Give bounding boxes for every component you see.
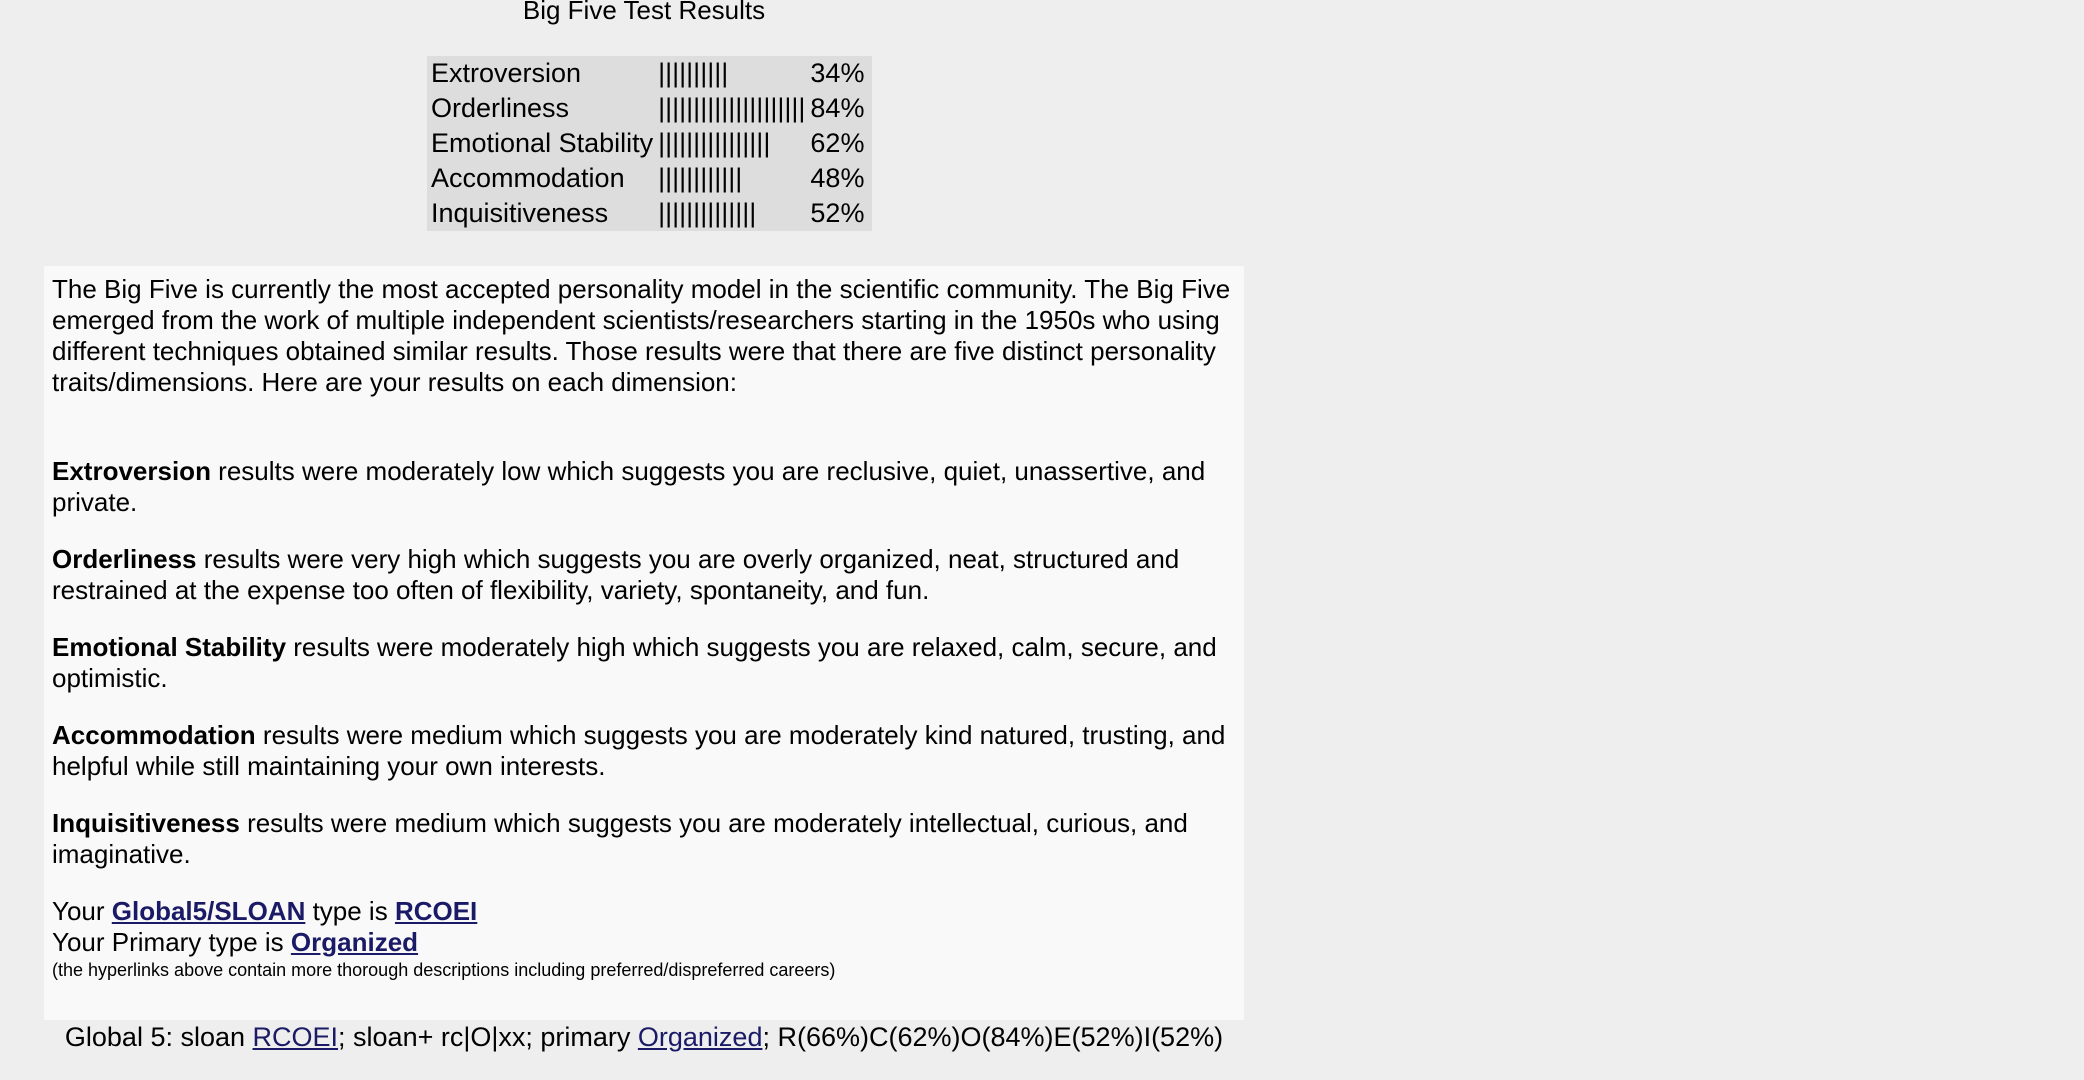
table-row <box>427 56 872 91</box>
trait-description-name: Emotional Stability <box>52 632 287 662</box>
trait-description-text: results were moderately low which suggests you are reclusive, quiet, unassertive, and private. <box>52 456 1206 517</box>
sloan-prefix: Your <box>52 896 112 926</box>
footer-mid: ; sloan+ rc|O|xx; primary <box>338 1022 638 1052</box>
trait-name: Extroversion <box>431 58 582 88</box>
trait-name: Orderliness <box>431 93 570 123</box>
trait-description-text: results were medium which suggests you are moderately kind natured, trusting, and helpful while still maintaining your own interests. <box>52 720 1226 781</box>
trait-percent: 48% <box>810 163 865 193</box>
trait-description-name: Extroversion <box>52 456 211 486</box>
description-panel <box>44 266 1244 1020</box>
trait-description-name: Orderliness <box>52 544 197 574</box>
trait-description <box>52 456 1236 518</box>
trait-percent: 84% <box>810 93 865 123</box>
trait-bar: |||||||||||||||| <box>658 128 771 158</box>
sloan-mid: type is <box>305 896 395 926</box>
footer-prefix: Global 5: sloan <box>64 1022 253 1052</box>
trait-percent: 52% <box>810 198 865 228</box>
trait-description <box>52 808 1236 870</box>
trait-bar: |||||||||| <box>658 58 729 88</box>
footer-primary-link[interactable]: Organized <box>637 1022 763 1052</box>
trait-description-text: results were very high which suggests you are overly organized, neat, structured and restrained at the expense too often of flexibility, variety, spontaneity, and fun. <box>52 544 1180 605</box>
trait-name: Inquisitiveness <box>431 198 609 228</box>
trait-description <box>52 632 1236 694</box>
trait-description-name: Inquisitiveness <box>52 808 240 838</box>
primary-prefix: Your Primary type is <box>52 927 291 957</box>
trait-description-text: results were medium which suggests you are moderately intellectual, curious, and imaginative. <box>52 808 1188 869</box>
table-row <box>427 91 872 126</box>
footer-summary <box>44 1020 1244 1054</box>
footer-suffix: ; R(66%)C(62%)O(84%)E(52%)I(52%) <box>762 1022 1224 1052</box>
trait-percent: 62% <box>810 128 865 158</box>
trait-bar: ||||||||||||||||||||| <box>658 93 806 123</box>
sloan-type-line <box>52 896 1236 927</box>
footer-sloan-link[interactable]: RCOEI <box>252 1022 339 1052</box>
trait-percent: 34% <box>810 58 865 88</box>
trait-description-text: results were moderately high which suggests you are relaxed, calm, secure, and optimistic. <box>52 632 1217 693</box>
sloan-link[interactable]: Global5/SLOAN <box>111 896 306 926</box>
trait-description-name: Accommodation <box>52 720 256 750</box>
trait-description <box>52 544 1236 606</box>
table-row <box>427 161 872 196</box>
hyperlink-note: (the hyperlinks above contain more thorough descriptions including preferred/dispreferred careers) <box>52 960 836 980</box>
table-row <box>427 196 872 231</box>
page-title: Big Five Test Results <box>522 0 766 25</box>
table-row <box>427 126 872 161</box>
trait-description <box>52 720 1236 782</box>
trait-bar: |||||||||||| <box>658 163 743 193</box>
primary-type-link[interactable]: Organized <box>290 927 419 957</box>
trait-bar: |||||||||||||| <box>658 198 757 228</box>
results-table <box>427 56 872 231</box>
primary-type-line <box>52 927 1236 958</box>
intro-paragraph: The Big Five is currently the most accepted personality model in the scientific community. The Big Five emerged from the work of multiple independent scientists/researchers starting in the 1950s who using different techniques obtained similar results. Those results were that there are five distinct personality traits/dimensions. Here are your results on each dimension: <box>52 274 1231 397</box>
trait-name: Accommodation <box>431 163 625 193</box>
trait-name: Emotional Stability <box>431 128 654 158</box>
sloan-type-link[interactable]: RCOEI <box>394 896 478 926</box>
